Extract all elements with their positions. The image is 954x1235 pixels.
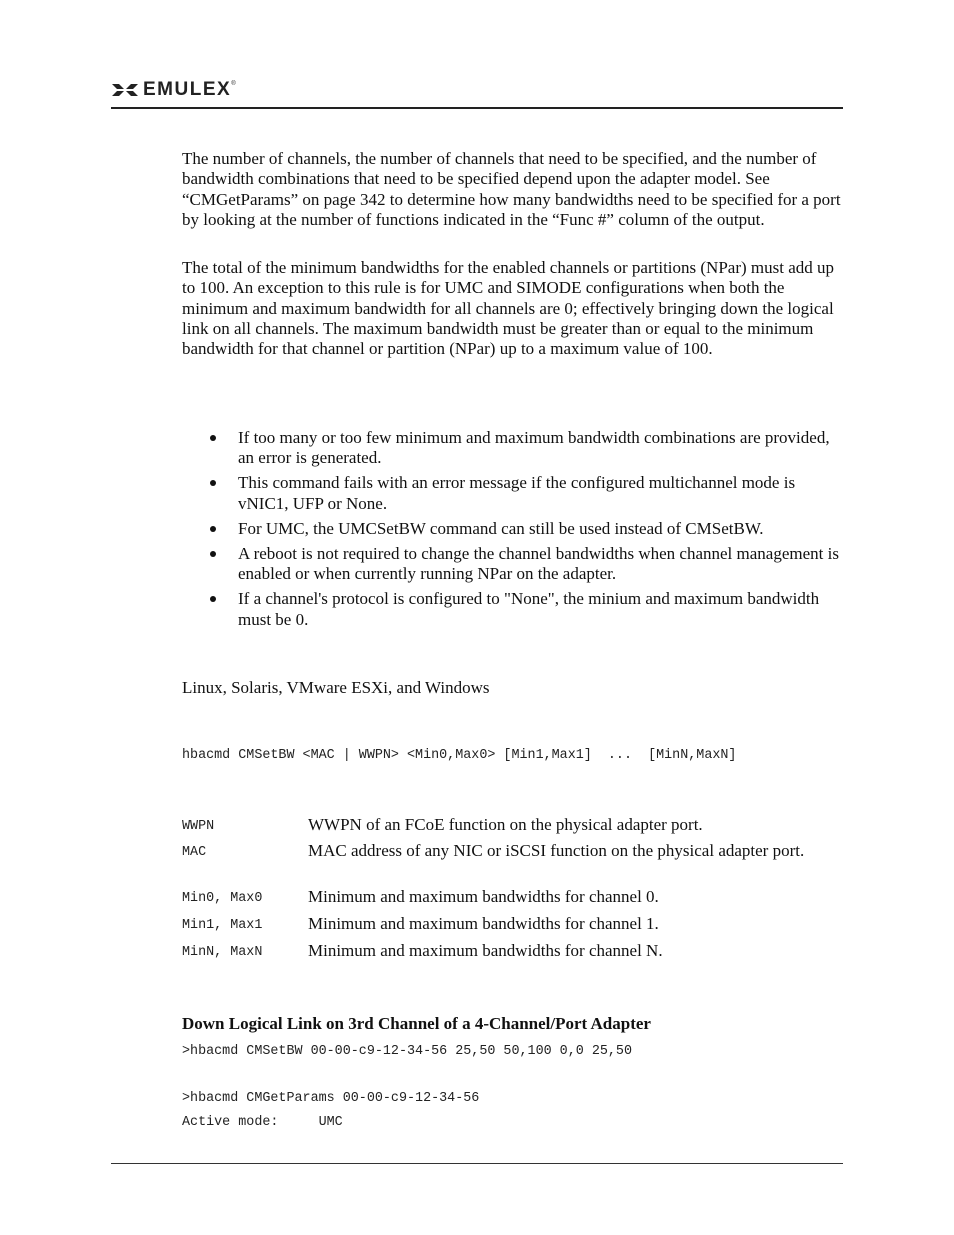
example-output-line: Active mode: UMC: [182, 1115, 343, 1130]
logo-text: EMULEX: [143, 79, 232, 100]
footer-rule: [111, 1163, 843, 1164]
parameter-desc: Minimum and maximum bandwidths for channel 0.: [308, 887, 659, 906]
note-item: [182, 473, 842, 514]
parameter-row: [182, 914, 842, 941]
parameter-desc: MAC address of any NIC or iSCSI function on the physical adapter port.: [308, 841, 805, 860]
parameter-name: MAC: [182, 845, 207, 860]
bullet-icon: [210, 596, 216, 602]
parameter-name: Min0, Max0: [182, 891, 263, 906]
note-text: This command fails with an error message if the configured multichannel mode is vNIC1, UFP or None.: [238, 473, 796, 513]
parameters-table: [182, 815, 842, 968]
bullet-icon: [210, 480, 216, 486]
bullet-icon: [210, 551, 216, 557]
parameter-desc: WWPN of an FCoE function on the physical adapter port.: [308, 815, 703, 834]
description-paragraph-1: The number of channels, the number of channels that need to be specified, and the number of bandwidth combinations that need to be specified depend upon the adapter model. See “CMGetParams” on page 342 to determine how many bandwidths need to be specified for a port by looking at the number of functions indicated in the “Func #” column of the output.: [182, 149, 841, 229]
note-item: [182, 544, 842, 585]
parameter-row: [182, 887, 842, 914]
parameter-name: Min1, Max1: [182, 918, 263, 933]
bullet-icon: [210, 435, 216, 441]
description-paragraph-2: The total of the minimum bandwidths for the enabled channels or partitions (NPar) must add up to 100. An exception to this rule is for UMC and SIMODE configurations when both the minimum and maximum bandwidth for all channels are 0; effectively bringing down the logical link on all channels. The maximum bandwidth must be greater than or equal to the minimum bandwidth for that channel or partition (NPar) up to a maximum value of 100.: [182, 258, 834, 359]
emulex-logo: [111, 80, 236, 100]
emulex-mark-icon: [111, 82, 139, 98]
header-rule: [111, 107, 843, 109]
notes-list: [182, 428, 842, 635]
note-text: If too many or too few minimum and maximum bandwidth combinations are provided, an error is generated.: [238, 428, 830, 468]
note-text: A reboot is not required to change the channel bandwidths when channel management is enabled or when currently running NPar on the adapter.: [238, 543, 839, 584]
note-text: If a channel's protocol is configured to "None", the minium and maximum bandwidth must be 0.: [238, 589, 820, 629]
note-item: [182, 519, 842, 539]
parameter-desc: Minimum and maximum bandwidths for channel N.: [308, 941, 663, 960]
parameter-row: [182, 815, 842, 841]
parameter-name: MinN, MaxN: [182, 945, 263, 960]
bullet-icon: [210, 526, 216, 532]
logo-trademark: ®: [231, 81, 236, 87]
parameter-desc: Minimum and maximum bandwidths for channel 1.: [308, 914, 659, 933]
note-item: [182, 428, 842, 469]
note-text: For UMC, the UMCSetBW command can still be used instead of CMSetBW.: [238, 518, 764, 538]
parameter-row: [182, 841, 842, 887]
parameter-name: WWPN: [182, 819, 215, 834]
note-item: [182, 589, 842, 630]
example-heading: Down Logical Link on 3rd Channel of a 4-Channel/Port Adapter: [182, 1014, 651, 1033]
parameter-row: [182, 941, 842, 968]
example-command-2: >hbacmd CMGetParams 00-00-c9-12-34-56: [182, 1091, 480, 1106]
supported-platforms: Linux, Solaris, VMware ESXi, and Windows: [182, 678, 490, 697]
example-command-1: >hbacmd CMSetBW 00-00-c9-12-34-56 25,50 50,100 0,0 25,50: [182, 1044, 632, 1059]
syntax-line: hbacmd CMSetBW <MAC | WWPN> <Min0,Max0> [Min1,Max1] ... [MinN,MaxN]: [182, 748, 737, 763]
